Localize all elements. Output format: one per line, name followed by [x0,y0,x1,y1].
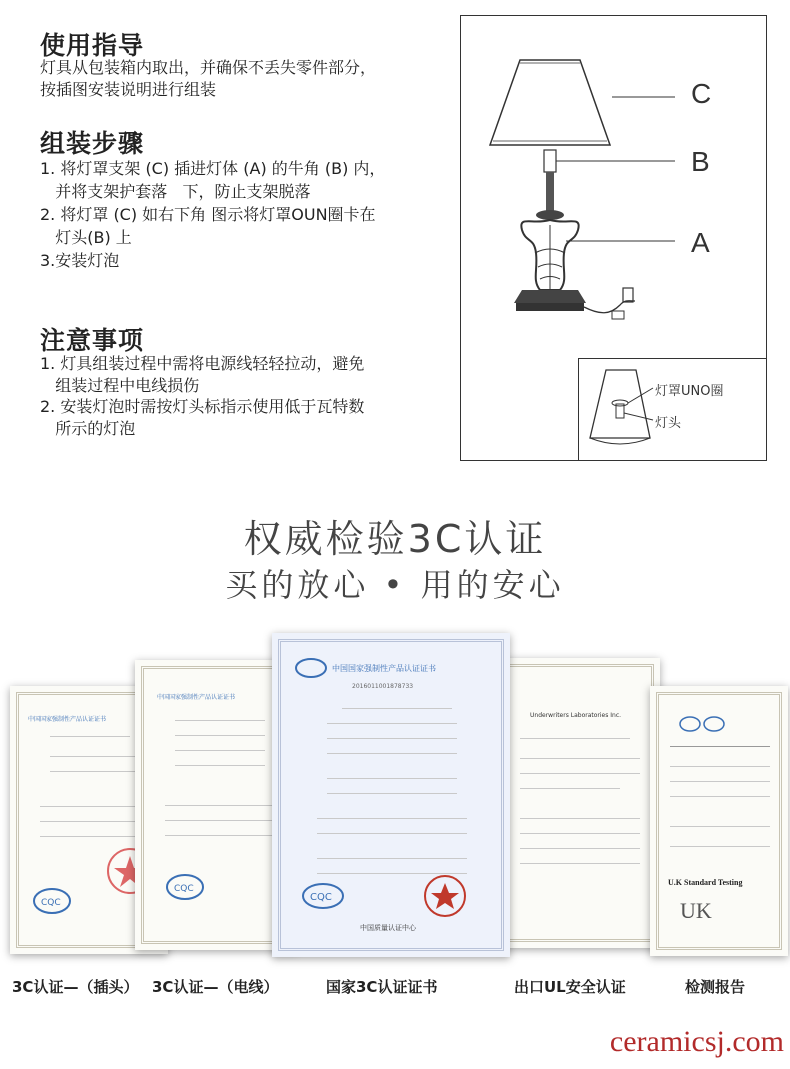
certificate-main-issuer: 中国质量认证中心 [360,924,416,932]
svg-text:CQC: CQC [41,898,61,908]
notes-heading: 注意事项 [40,326,145,355]
label-test-report: 检测报告 [685,978,746,996]
notes-line-2: 组装过程中电线损伤 [40,376,200,395]
shade-detail-illustration [578,358,767,461]
usage-line-2: 按插图安装说明进行组装 [40,80,217,99]
ukt-logo: UK [680,898,712,923]
usage-line-1: 灯具从包装箱内取出，并确保不丢失零件部分， [40,58,377,77]
inset-ring-label: 灯罩UNO圈 [655,384,724,399]
assembly-line-5: 3.安装灯泡 [40,251,120,270]
notes-line-3: 2. 安装灯泡时需按灯头标指示使用低于瓦特数 [40,397,365,416]
certificate-ul-header: Underwriters Laboratories Inc. [530,712,622,719]
usage-heading: 使用指导 [40,31,145,60]
svg-text:CQC: CQC [310,892,332,903]
notes-line-1: 1. 灯具组装过程中需将电源线轻轻拉动，避免 [40,354,365,373]
inset-socket-label: 灯头 [655,416,682,431]
svg-text:CQC: CQC [174,884,194,894]
label-a: A [691,227,710,258]
certificate-cord-header: 中国国家强制性产品认证证书 [157,694,236,701]
label-3c-cord: 3C认证—（电线） [152,978,279,996]
label-c: C [691,78,712,109]
label-b: B [691,146,710,177]
label-ul-export: 出口UL安全认证 [514,978,626,996]
assembly-line-3: 2. 将灯罩 (C) 如右下角 图示将灯罩OUN圈卡在 [40,205,376,224]
certificate-plug-header: 中国国家强制性产品认证证书 [28,716,107,723]
assembly-line-4: 灯头(B) 上 [40,228,132,247]
ukt-title: U.K Standard Testing [668,878,743,887]
certificate-main-header: 中国国家强制性产品认证证书 [332,664,436,673]
label-3c-plug: 3C认证—（插头） [12,978,139,996]
assembly-line-2: 并将支架护套落 下，防止支架脱落 [40,182,311,201]
certificate-main [272,633,510,957]
promo-title: 权威检验3C认证 [243,517,547,561]
assembly-line-1: 1. 将灯罩支架 (C) 插进灯体 (A) 的牛角 (B) 内， [40,159,386,178]
notes-line-4: 所示的灯泡 [40,419,136,438]
promo-subtitle: 买的放心 • 用的安心 [225,566,565,604]
assembly-heading: 组装步骤 [40,129,145,158]
certificate-ul [500,658,660,948]
label-national-3c: 国家3C认证证书 [326,978,438,996]
certificate-test-report [650,686,788,956]
site-watermark: ceramicsj.com [609,1025,784,1058]
certificate-main-number: 2016011001878733 [352,683,414,690]
